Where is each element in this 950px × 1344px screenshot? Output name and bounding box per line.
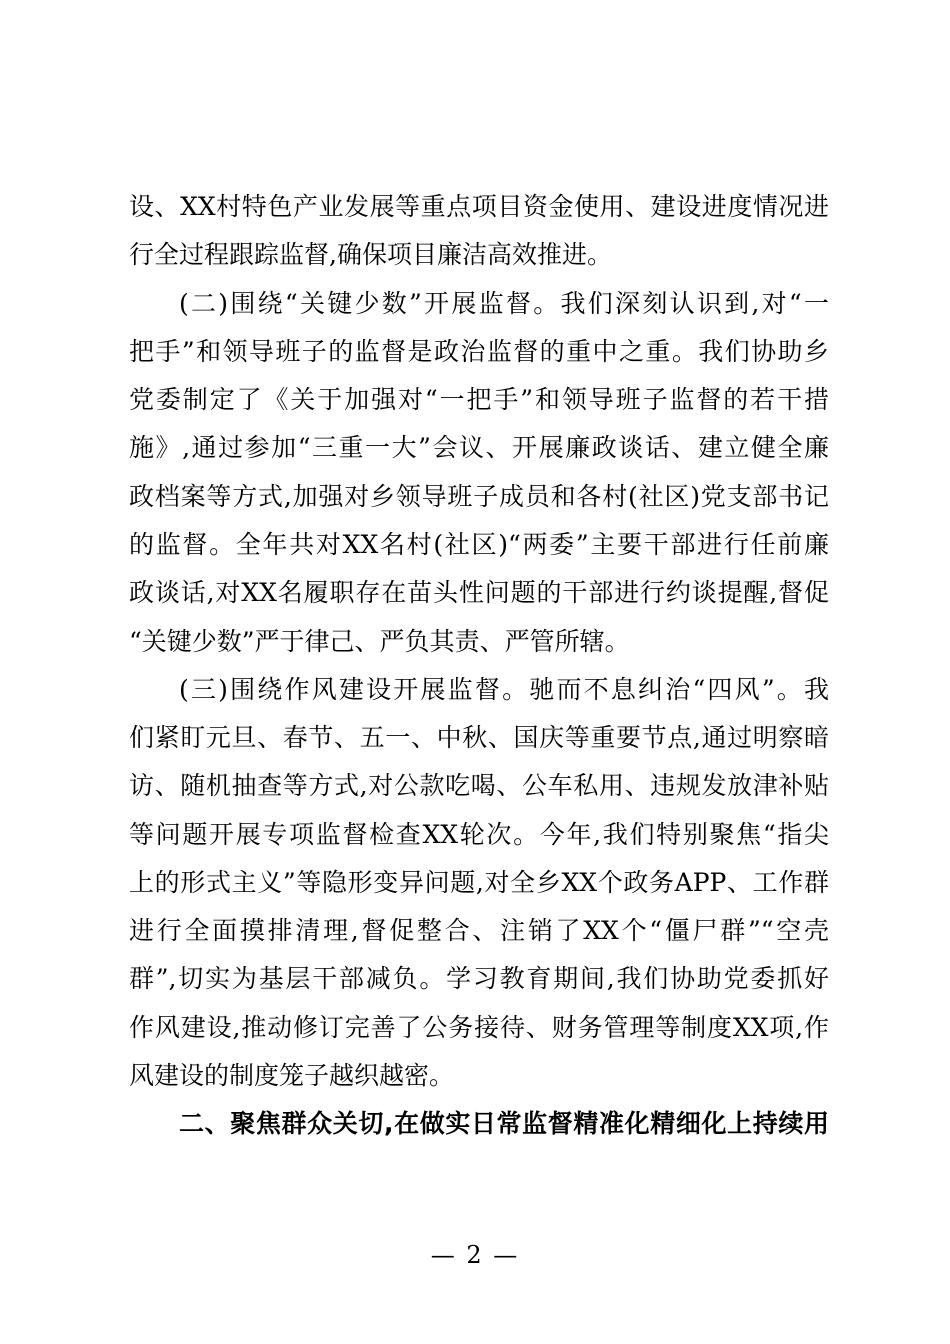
paragraph-line: 群”,切实为基层干部减负。学习教育期间,我们协助党委抓好 — [129, 964, 829, 993]
section-lead-line: (三)围绕作风建设开展监督。驰而不息纠治“四风”。我 — [179, 675, 829, 704]
paragraph-line: 访、随机抽查等方式,对公款吃喝、公车私用、违规发放津补贴 — [129, 771, 829, 800]
paragraph-line: 等问题开展专项监督检查XX轮次。今年,我们特别聚焦“指尖 — [129, 820, 829, 849]
paragraph-line: 党委制定了《关于加强对“一把手”和领导班子监督的若干措 — [129, 385, 829, 414]
paragraph-line: 的监督。全年共对XX名村(社区)“两委”主要干部进行任前廉 — [129, 530, 829, 559]
paragraph-line: 上的形式主义”等隐形变异问题,对全乡XX个政务APP、工作群 — [129, 868, 829, 897]
paragraph-line: 设、XX村特色产业发展等重点项目资金使用、建设进度情况进 — [129, 192, 829, 221]
paragraph-line: 把手”和领导班子的监督是政治监督的重中之重。我们协助乡 — [129, 337, 829, 366]
paragraph-line: 政谈话,对XX名履职存在苗头性问题的干部进行约谈提醒,督促 — [129, 578, 829, 607]
section-heading: 二、聚焦群众关切,在做实日常监督精准化精细化上持续用 — [179, 1109, 829, 1138]
paragraph-line: 风建设的制度笼子越织越密。 — [129, 1061, 455, 1090]
paragraph-line: 作风建设,推动修订完善了公务接待、财务管理等制度XX项,作 — [129, 1013, 829, 1042]
paragraph-line: “关键少数”严于律己、严负其责、严管所辖。 — [129, 627, 630, 656]
section-lead-line: (二)围绕“关键少数”开展监督。我们深刻认识到,对“一 — [179, 289, 829, 318]
paragraph-line: 行全过程跟踪监督,确保项目廉洁高效推进。 — [129, 240, 612, 269]
paragraph-line: 们紧盯元旦、春节、五一、中秋、国庆等重要节点,通过明察暗 — [129, 723, 829, 752]
paragraph-line: 施》,通过参加“三重一大”会议、开展廉政谈话、建立健全廉 — [129, 433, 829, 462]
paragraph-line: 政档案等方式,加强对乡领导班子成员和各村(社区)党支部书记 — [129, 482, 829, 511]
page-number: — 2 — — [430, 1241, 520, 1269]
paragraph-line: 进行全面摸排清理,督促整合、注销了XX个“僵尸群”“空壳 — [129, 916, 829, 945]
